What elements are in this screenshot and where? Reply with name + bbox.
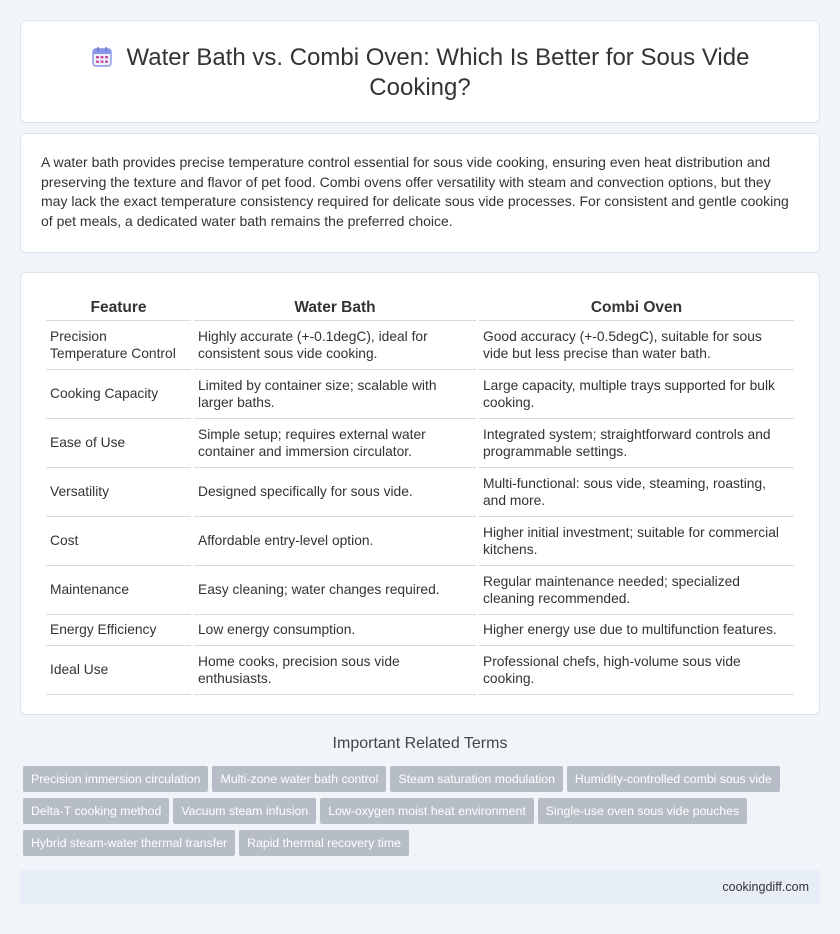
related-term-tag[interactable]: Hybrid steam-water thermal transfer [23, 830, 235, 856]
related-term-tag[interactable]: Low-oxygen moist heat environment [320, 798, 534, 824]
comparison-table [43, 293, 797, 695]
feature-cell: Maintenance [46, 566, 191, 615]
header-combi-oven: Combi Oven [479, 293, 794, 321]
related-term-tag[interactable]: Single-use oven sous vide pouches [538, 798, 747, 824]
header-feature: Feature [46, 293, 191, 321]
feature-cell: Ease of Use [46, 419, 191, 468]
water-bath-cell: Low energy consumption. [194, 615, 476, 646]
related-term-tag[interactable]: Precision immersion circulation [23, 766, 208, 792]
table-row [46, 370, 794, 419]
feature-cell: Ideal Use [46, 646, 191, 695]
table-row [46, 419, 794, 468]
table-row [46, 321, 794, 370]
feature-cell: Versatility [46, 468, 191, 517]
intro-text: A water bath provides precise temperature control essential for sous vide cooking, ensuring even heat distribution and preserving the texture and flavor of pet food. Combi ovens offer versatility with steam and convection options, but they may lack the exact temperature consistency required for delicate sous vide processes. For consistent and gentle cooking of pet meals, a dedicated water bath remains the preferred choice. [41, 154, 789, 229]
table-header-row [46, 293, 794, 321]
footer [20, 870, 820, 904]
table-row [46, 517, 794, 566]
combi-oven-cell: Multi-functional: sous vide, steaming, roasting, and more. [479, 468, 794, 517]
page-title-text: Water Bath vs. Combi Oven: Which Is Better for Sous Vide Cooking? [126, 44, 750, 101]
related-term-tag[interactable]: Steam saturation modulation [390, 766, 563, 792]
combi-oven-cell: Higher energy use due to multifunction features. [479, 615, 794, 646]
related-term-tag[interactable]: Humidity-controlled combi sous vide [567, 766, 780, 792]
water-bath-cell: Home cooks, precision sous vide enthusiasts. [194, 646, 476, 695]
combi-oven-cell: Regular maintenance needed; specialized cleaning recommended. [479, 566, 794, 615]
intro-card [20, 133, 820, 253]
related-terms-list [23, 766, 823, 862]
table-row [46, 646, 794, 695]
combi-oven-cell: Professional chefs, high-volume sous vide cooking. [479, 646, 794, 695]
table-row [46, 615, 794, 646]
water-bath-cell: Designed specifically for sous vide. [194, 468, 476, 517]
water-bath-cell: Affordable entry-level option. [194, 517, 476, 566]
comparison-table-card [20, 272, 820, 715]
related-term-tag[interactable]: Delta-T cooking method [23, 798, 169, 824]
table-row [46, 566, 794, 615]
water-bath-cell: Simple setup; requires external water container and immersion circulator. [194, 419, 476, 468]
title-card [20, 20, 820, 123]
related-terms-title: Important Related Terms [332, 735, 508, 752]
water-bath-cell: Highly accurate (+-0.1degC), ideal for consistent sous vide cooking. [194, 321, 476, 370]
footer-site-link[interactable]: cookingdiff.com [722, 880, 809, 894]
water-bath-cell: Limited by container size; scalable with larger baths. [194, 370, 476, 419]
related-term-tag[interactable]: Rapid thermal recovery time [239, 830, 409, 856]
feature-cell: Cost [46, 517, 191, 566]
feature-cell: Energy Efficiency [46, 615, 191, 646]
header-water-bath: Water Bath [194, 293, 476, 321]
combi-oven-cell: Integrated system; straightforward controls and programmable settings. [479, 419, 794, 468]
calendar-icon [91, 46, 113, 68]
feature-cell: Precision Temperature Control [46, 321, 191, 370]
combi-oven-cell: Good accuracy (+-0.5degC), suitable for sous vide but less precise than water bath. [479, 321, 794, 370]
related-term-tag[interactable]: Vacuum steam infusion [173, 798, 316, 824]
combi-oven-cell: Large capacity, multiple trays supported for bulk cooking. [479, 370, 794, 419]
water-bath-cell: Easy cleaning; water changes required. [194, 566, 476, 615]
related-term-tag[interactable]: Multi-zone water bath control [212, 766, 386, 792]
page-title [81, 43, 759, 103]
combi-oven-cell: Higher initial investment; suitable for commercial kitchens. [479, 517, 794, 566]
table-row [46, 468, 794, 517]
feature-cell: Cooking Capacity [46, 370, 191, 419]
